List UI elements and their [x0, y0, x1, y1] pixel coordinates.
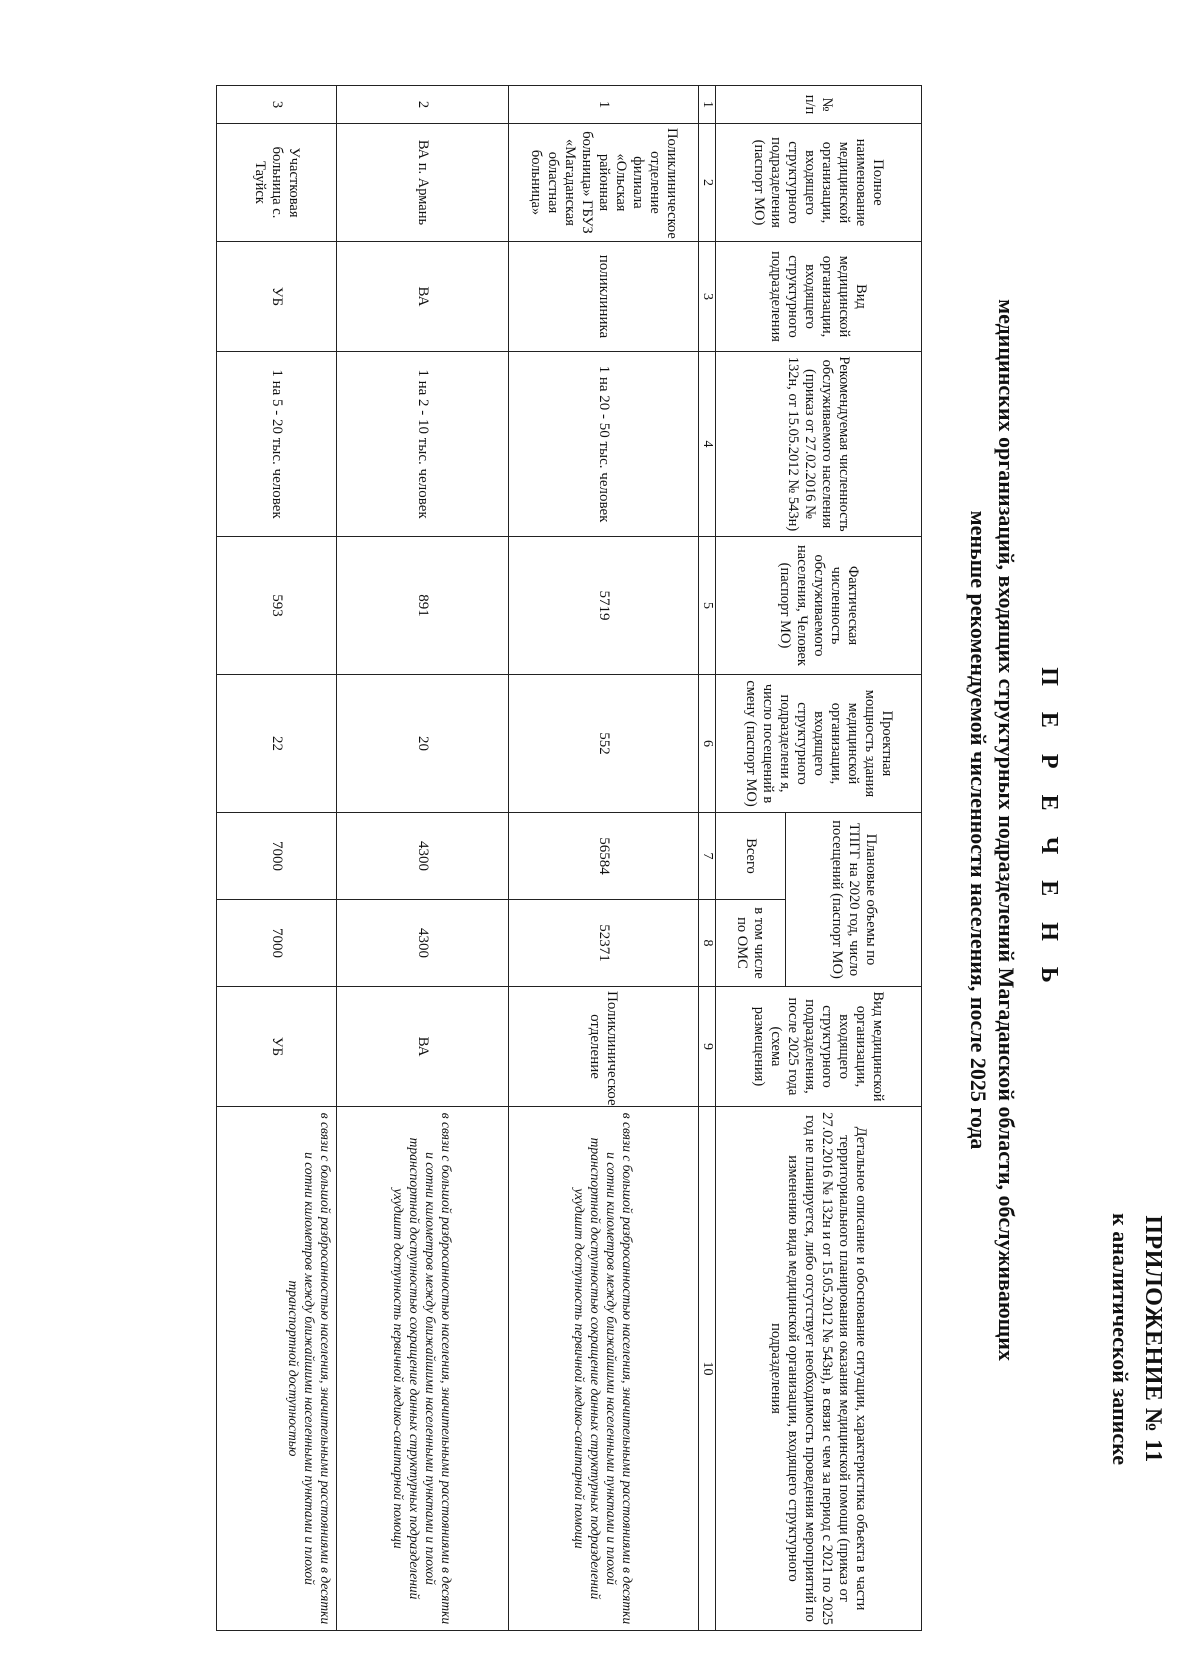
- header-num: № п/п: [716, 86, 922, 124]
- col-number: 10: [699, 1107, 716, 1631]
- cell-oms: 4300: [337, 900, 509, 987]
- cell-description: в связи с большой разбросанностью населения, значительными расстояниями в десятки и сотни километров между ближайшими населенными пунктами и плохой транспортной доступностью сокращение данных структурных подразделений ухудшит доступность первичной медико-санитарной помощи: [337, 1107, 509, 1631]
- cell-recommended: 1 на 5 - 20 тыс. человек: [217, 352, 337, 537]
- header-description: Детальное описание и обоснование ситуации, характеристика объекта в части территориального планирования оказания медицинской помощи (приказ от 27.02.2016 № 132н и от 15.05.2012 № 543н), в связи с чем за период с 2021 по 2025 год не планируется, либо отсутствует необходимость проведения мероприятий по изменению вида медицинской организации, входящего структурного подразделения: [716, 1107, 922, 1631]
- cell-org-type: ВА: [337, 242, 509, 352]
- organizations-table: [216, 85, 922, 1631]
- document-header: [935, 20, 1180, 1640]
- cell-capacity: 22: [217, 675, 337, 813]
- col-number: 1: [699, 86, 716, 124]
- cell-total: 56584: [509, 813, 699, 900]
- cell-recommended: 1 на 20 - 50 тыс. человек: [509, 352, 699, 537]
- cell-type-after-2025: УБ: [217, 987, 337, 1107]
- col-number: 5: [699, 537, 716, 675]
- document-title: П Е Р Е Ч Е Н Ь: [1036, 667, 1062, 993]
- header-org-type: Вид медицинской организации, входящего структурного подразделения: [716, 242, 922, 352]
- col-number: 8: [699, 900, 716, 987]
- cell-full-name: Участковая больница с. Тауйск: [217, 124, 337, 242]
- cell-oms: 52371: [509, 900, 699, 987]
- cell-recommended: 1 на 2 - 10 тыс. человек: [337, 352, 509, 537]
- cell-type-after-2025: Поликлиническое отделение: [509, 987, 699, 1107]
- cell-actual-population: 891: [337, 537, 509, 675]
- col-number: 2: [699, 124, 716, 242]
- document-subtitle: [964, 170, 1020, 1490]
- cell-actual-population: 5719: [509, 537, 699, 675]
- annex-title: ПРИЛОЖЕНИЕ № 11: [1140, 1215, 1166, 1463]
- header-recommended: Рекомендуемая численность обслуживаемого населения (приказ от 27.02.2016 № 132н, от 15.05.2012 № 543н): [716, 352, 922, 537]
- cell-num: 1: [509, 86, 699, 124]
- table-row: [217, 86, 337, 1631]
- cell-oms: 7000: [217, 900, 337, 987]
- table-row: [337, 86, 509, 1631]
- cell-actual-population: 593: [217, 537, 337, 675]
- column-numbers-row: [699, 86, 716, 1631]
- header-type-after-2025: Вид медицинской организации, входящего структурного подразделения, после 2025 года (схема размещения): [716, 987, 922, 1107]
- subtitle-line-2: меньше рекомендуемой численности населения, после 2025 года: [966, 510, 991, 1150]
- cell-total: 4300: [337, 813, 509, 900]
- col-number: 7: [699, 813, 716, 900]
- cell-full-name: Поликлиническое отделение филиала «Ольская районная больница» ГБУЗ «Магаданская областная больница»: [509, 124, 699, 242]
- header-full-name: Полное наименование медицинской организации, входящего структурного подразделения (паспорт МО): [716, 124, 922, 242]
- table-row: [509, 86, 699, 1631]
- cell-total: 7000: [217, 813, 337, 900]
- annex-subtitle: к аналитической записке: [1108, 1213, 1133, 1465]
- cell-description: в связи с большой разбросанностью населения, значительными расстояниями в десятки и сотни километров между ближайшими населенными пунктами и плохой транспортной доступностью: [217, 1107, 337, 1631]
- cell-capacity: 20: [337, 675, 509, 813]
- col-number: 9: [699, 987, 716, 1107]
- cell-full-name: ВА п. Армань: [337, 124, 509, 242]
- col-number: 3: [699, 242, 716, 352]
- cell-org-type: УБ: [217, 242, 337, 352]
- annex-block: [1107, 1213, 1166, 1465]
- cell-num: 3: [217, 86, 337, 124]
- header-capacity: Проектная мощность здания медицинской организации, входящего структурного подразделени я, число посещений в смену (паспорт МО): [716, 675, 922, 813]
- cell-num: 2: [337, 86, 509, 124]
- col-number: 4: [699, 352, 716, 537]
- cell-description: в связи с большой разбросанностью населения, значительными расстояниями в десятки и сотни километров между ближайшими населенными пунктами и плохой транспортной доступностью сокращение данных структурных подразделений ухудшит доступность первичной медико-санитарной помощи: [509, 1107, 699, 1631]
- cell-org-type: поликлиника: [509, 242, 699, 352]
- col-number: 6: [699, 675, 716, 813]
- subtitle-line-1: медицинских организаций, входящих структурных подразделений Магаданской области, обслуживающих: [994, 299, 1019, 1361]
- cell-capacity: 552: [509, 675, 699, 813]
- rotated-landscape-sheet: [20, 20, 1180, 1640]
- header-total: Всего: [716, 813, 786, 900]
- cell-type-after-2025: ВА: [337, 987, 509, 1107]
- header-actual-population: Фактическая численность обслуживаемого населения, Человек (паспорт МО): [716, 537, 922, 675]
- header-oms: в том числе по ОМС: [716, 900, 786, 987]
- header-planned-volumes: Плановые объемы по ТПГГ на 2020 год, число посещений (паспорт МО): [786, 813, 922, 987]
- header-row: [786, 86, 922, 1631]
